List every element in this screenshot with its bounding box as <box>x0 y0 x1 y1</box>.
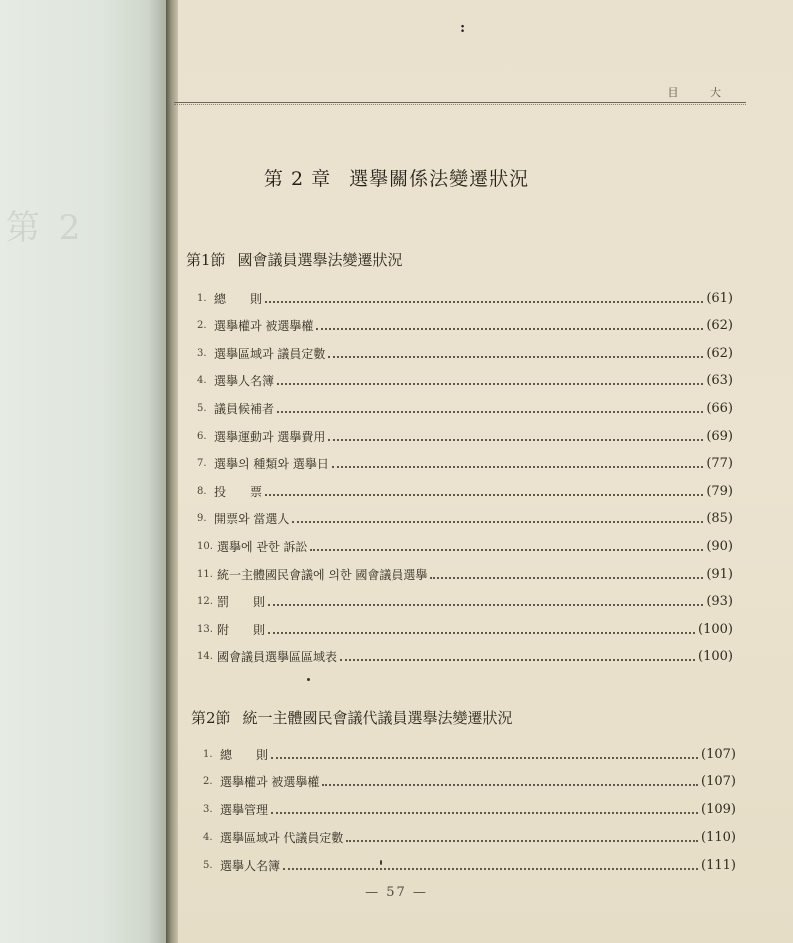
toc-entry <box>197 510 733 528</box>
toc-entry-page: (77) <box>706 456 733 472</box>
toc-entry-title: 選擧人名簿 <box>220 858 281 873</box>
toc-entry-page: (110) <box>701 829 736 845</box>
toc-entry-title: 選擧權과 被選擧權 <box>214 319 314 334</box>
toc-leader-dots <box>277 382 703 385</box>
toc-entry-title: 總 則 <box>214 291 263 306</box>
toc-leader-dots <box>332 465 703 468</box>
print-speck <box>307 678 310 681</box>
toc-entry-title: 總 則 <box>220 747 269 762</box>
toc-leader-dots <box>322 783 698 786</box>
toc-entry-page: (107) <box>701 746 736 762</box>
print-speck <box>380 860 382 865</box>
toc-entry-page: (63) <box>706 373 733 389</box>
toc-entry-page: (109) <box>701 802 736 818</box>
toc-entry <box>197 648 733 666</box>
toc-entry-page: (111) <box>701 857 736 873</box>
section-heading-2 <box>191 707 513 728</box>
toc-entry-title: 統一主體國民會議에 의한 國會議員選擧 <box>217 567 428 582</box>
toc-entry <box>197 455 733 473</box>
toc-entry-number: 11. <box>197 568 213 580</box>
page-number: — 57 — <box>365 885 428 900</box>
section-title: 國會議員選擧法變遷狀況 <box>237 251 403 269</box>
toc-entry-page: (107) <box>701 774 736 790</box>
toc-entry <box>203 745 736 763</box>
toc-leader-dots <box>268 631 695 634</box>
toc-entry <box>197 482 733 500</box>
toc-entry-number: 13. <box>197 623 213 635</box>
page-mark: : <box>460 20 466 36</box>
toc-entry <box>197 593 733 611</box>
toc-entry-number: 14. <box>197 651 213 663</box>
toc-entry-number: 5. <box>203 859 213 871</box>
toc-entry-title: 選擧에 관한 訴訟 <box>217 539 308 554</box>
section-title: 統一主體國民會議代議員選擧法變遷狀況 <box>242 709 513 727</box>
toc-entry-title: 罰 則 <box>217 595 266 610</box>
toc-entry-page: (100) <box>698 649 733 665</box>
toc-leader-dots <box>292 520 703 523</box>
toc-entry-page: (93) <box>706 594 733 610</box>
toc-entry <box>203 801 736 819</box>
toc-leader-dots <box>268 603 703 606</box>
section-label: 第1節 <box>186 251 226 269</box>
toc-entry <box>197 289 733 307</box>
toc-entry <box>197 317 733 335</box>
toc-leader-dots <box>283 867 698 870</box>
chapter-heading <box>0 164 793 191</box>
toc-entry-page: (61) <box>706 290 733 306</box>
toc-leader-dots <box>328 355 703 358</box>
toc-leader-dots <box>265 300 703 303</box>
toc-leader-dots <box>316 327 703 330</box>
toc-leader-dots <box>265 493 703 496</box>
section-heading-1 <box>186 249 403 270</box>
toc-entry-number: 2. <box>197 320 207 332</box>
toc-leader-dots <box>277 410 703 413</box>
chapter-title: 選擧關係法變遷狀況 <box>349 168 530 190</box>
toc-entry-number: 9. <box>197 513 207 525</box>
toc-entry <box>203 856 736 874</box>
toc-entry-title: 議員候補者 <box>214 401 275 416</box>
chapter-label: 第 2 章 <box>263 168 332 190</box>
toc-leader-dots <box>271 756 698 759</box>
toc-entry <box>197 372 733 390</box>
toc-entry-page: (85) <box>706 511 733 527</box>
toc-entry-page: (91) <box>706 566 733 582</box>
toc-entry-number: 8. <box>197 485 207 497</box>
toc-entry <box>197 427 733 445</box>
toc-entry-number: 1. <box>203 748 213 760</box>
toc-entry <box>197 620 733 638</box>
toc-entry <box>197 344 733 362</box>
toc-entry-title: 選擧運動과 選擧費用 <box>214 429 326 444</box>
toc-entry-page: (62) <box>706 345 733 361</box>
toc-entry-title: 選擧權과 被選擧權 <box>220 775 320 790</box>
toc-entry-title: 選擧人名簿 <box>214 374 275 389</box>
header-rule <box>174 102 746 105</box>
toc-entry-number: 7. <box>197 458 207 470</box>
toc-entry-number: 4. <box>203 831 213 843</box>
toc-leader-dots <box>271 811 698 814</box>
toc-leader-dots <box>430 576 703 579</box>
toc-entry-title: 附 則 <box>217 622 266 637</box>
toc-entry-number: 6. <box>197 430 207 442</box>
toc-entry <box>197 565 733 583</box>
toc-entry-page: (66) <box>706 400 733 416</box>
toc-entry-number: 3. <box>203 804 213 816</box>
toc-entry <box>197 399 733 417</box>
left-page <box>0 0 168 943</box>
toc-entry <box>203 828 736 846</box>
section-label: 第2節 <box>191 709 231 727</box>
toc-entry-number: 1. <box>197 292 207 304</box>
toc-entry-page: (100) <box>698 621 733 637</box>
toc-entry-title: 開票와 當選人 <box>214 512 290 527</box>
running-head: 目 大 <box>667 86 735 99</box>
toc-entry-number: 5. <box>197 402 207 414</box>
toc-entry-title: 投 票 <box>214 484 263 499</box>
toc-entry-title: 選擧區域과 議員定數 <box>214 346 326 361</box>
toc-entry-title: 選擧區域과 代議員定數 <box>220 830 344 845</box>
toc-leader-dots <box>346 839 698 842</box>
toc-leader-dots <box>328 438 703 441</box>
toc-entry-number: 10. <box>197 540 213 552</box>
ghost-bleed-text: 第 2 <box>6 208 85 248</box>
toc-entry-page: (69) <box>706 428 733 444</box>
toc-entry-number: 12. <box>197 596 213 608</box>
toc-leader-dots <box>310 548 703 551</box>
toc-entry <box>197 537 733 555</box>
toc-entry-number: 4. <box>197 375 207 387</box>
toc-entry-number: 3. <box>197 347 207 359</box>
toc-entry-page: (62) <box>706 318 733 334</box>
toc-entry-title: 選擧管理 <box>220 803 269 818</box>
toc-entry-number: 2. <box>203 776 213 788</box>
toc-entry-page: (79) <box>706 483 733 499</box>
toc-entry <box>203 773 736 791</box>
toc-entry-page: (90) <box>706 538 733 554</box>
toc-entry-title: 國會議員選擧區區域表 <box>217 650 338 665</box>
toc-entry-title: 選擧의 種類와 選擧日 <box>214 457 329 472</box>
toc-leader-dots <box>340 658 695 661</box>
